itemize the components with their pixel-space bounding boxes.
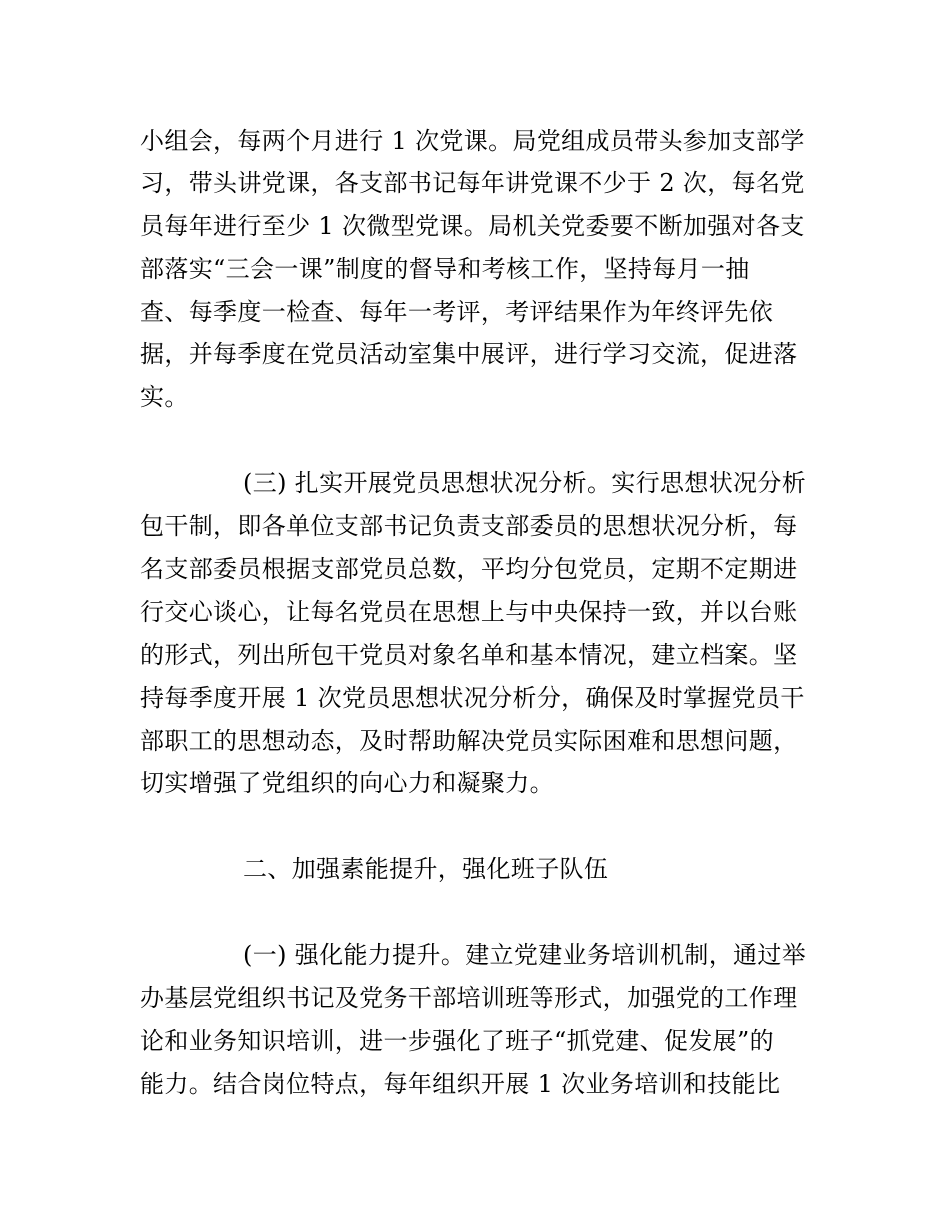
paragraph-1-line-5: 查、每季度一检查、每年一考评，考评结果作为年终评先依: [140, 298, 774, 326]
paragraph-2-line-3: 名支部委员根据支部党员总数，平均分包党员，定期不定期进: [140, 555, 798, 583]
paragraph-3-line-4: 能力。结合岗位特点，每年组织开展 1 次业务培训和技能比: [140, 1070, 781, 1098]
paragraph-3-line-1: (一) 强化能力提升。建立党建业务培训机制，通过举: [243, 941, 807, 969]
paragraph-1-line-7: 实。: [140, 383, 189, 411]
paragraph-1-line-2: 习，带头讲党课，各支部书记每年讲党课不少于 2 次，每名党: [140, 169, 805, 197]
paragraph-1-line-4: 部落实“三会一课”制度的督导和考核工作，坚持每月一抽: [140, 255, 750, 283]
paragraph-2-line-8: 切实增强了党组织的向心力和凝聚力。: [140, 769, 554, 797]
paragraph-1-line-1: 小组会，每两个月进行 1 次党课。局党组成员带头参加支部学: [140, 127, 805, 155]
paragraph-2-line-1: (三) 扎实开展党员思想状况分析。实行思想状况分析: [243, 469, 807, 497]
paragraph-3-line-2: 办基层党组织书记及党务干部培训班等形式，加强党的工作理: [140, 984, 798, 1012]
paragraph-1-line-6: 据，并每季度在党员活动室集中展评，进行学习交流，促进落: [140, 340, 798, 368]
section-heading: 二、加强素能提升，强化班子队伍: [243, 855, 609, 883]
paragraph-3-line-3: 论和业务知识培训，进一步强化了班子“抓党建、促发展”的: [140, 1027, 774, 1055]
paragraph-2-line-6: 持每季度开展 1 次党员思想状况分析分，确保及时掌握党员干: [140, 684, 805, 712]
paragraph-2-line-2: 包干制，即各单位支部书记负责支部委员的思想状况分析，每: [140, 512, 798, 540]
paragraph-2-line-4: 行交心谈心，让每名党员在思想上与中央保持一致，并以台账: [140, 598, 798, 626]
paragraph-1-line-3: 员每年进行至少 1 次微型党课。局机关党委要不断加强对各支: [140, 212, 805, 240]
paragraph-2-line-7: 部职工的思想动态，及时帮助解决党员实际困难和思想问题，: [140, 727, 798, 755]
paragraph-2-line-5: 的形式，列出所包干党员对象名单和基本情况，建立档案。坚: [140, 641, 798, 669]
